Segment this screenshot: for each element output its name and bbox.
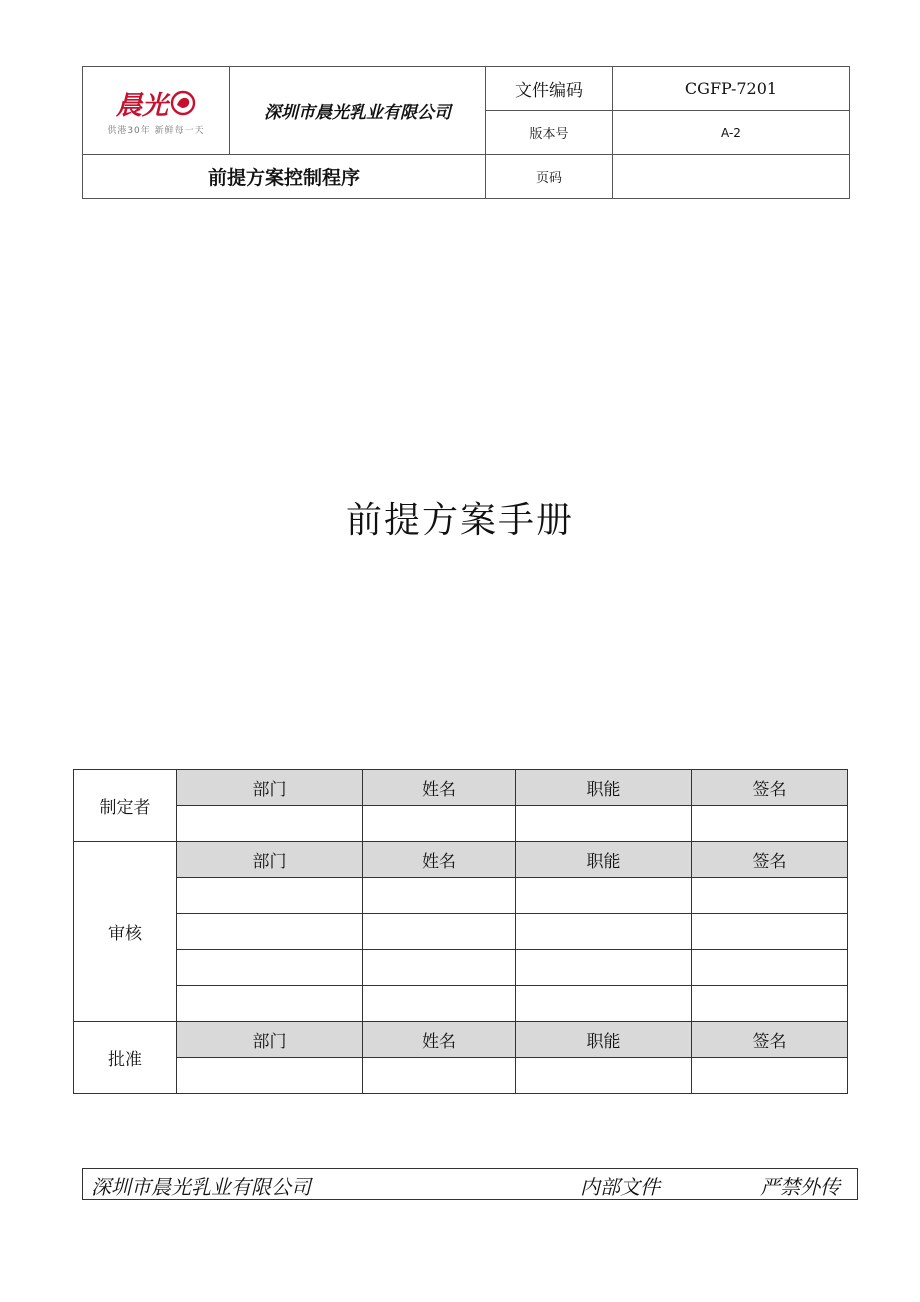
footer-internal-notice: 内部文件 — [580, 1175, 660, 1199]
signoff-entry-cell[interactable] — [363, 950, 516, 986]
signoff-entry-cell[interactable] — [516, 950, 692, 986]
signoff-entry-cell[interactable] — [692, 914, 848, 950]
signoff-entry-cell[interactable] — [516, 806, 692, 842]
signoff-column-header: 签名 — [692, 1022, 848, 1058]
signoff-entry-cell[interactable] — [177, 986, 363, 1022]
signoff-column-header: 部门 — [177, 842, 363, 878]
signoff-entry-cell[interactable] — [177, 950, 363, 986]
signoff-column-header: 职能 — [516, 842, 692, 878]
version-label: 版本号 — [486, 111, 613, 155]
page-label: 页码 — [486, 155, 613, 199]
logo-cell — [83, 67, 230, 155]
signoff-entry-cell[interactable] — [363, 1058, 516, 1094]
signoff-entry-cell[interactable] — [363, 806, 516, 842]
signoff-entry-row — [74, 914, 848, 950]
document-header-table — [82, 66, 850, 199]
signoff-header-row — [74, 1022, 848, 1058]
signoff-column-header: 签名 — [692, 770, 848, 806]
signoff-role-label: 制定者 — [74, 770, 177, 842]
signoff-entry-cell[interactable] — [516, 1058, 692, 1094]
signoff-entry-cell[interactable] — [692, 950, 848, 986]
doc-code-value: CGFP-7201 — [613, 67, 850, 111]
signoff-entry-cell[interactable] — [692, 806, 848, 842]
signoff-entry-row — [74, 950, 848, 986]
signoff-entry-row — [74, 806, 848, 842]
signoff-column-header: 职能 — [516, 1022, 692, 1058]
logo-brand-mark: 晨光 — [115, 90, 168, 121]
signoff-header-row — [74, 842, 848, 878]
procedure-title: 前提方案控制程序 — [83, 155, 486, 199]
signoff-entry-cell[interactable] — [692, 878, 848, 914]
signoff-entry-cell[interactable] — [177, 1058, 363, 1094]
document-title: 前提方案手册 — [345, 500, 574, 541]
signoff-entry-cell[interactable] — [692, 986, 848, 1022]
page-footer — [82, 1168, 858, 1200]
footer-forbidden-notice: 严禁外传 — [760, 1175, 840, 1199]
signoff-column-header: 姓名 — [363, 842, 516, 878]
signoff-column-header: 姓名 — [363, 1022, 516, 1058]
doc-code-label: 文件编码 — [486, 67, 613, 111]
footer-company: 深圳市晨光乳业有限公司 — [91, 1175, 311, 1199]
page-value — [613, 155, 850, 199]
signoff-column-header: 职能 — [516, 770, 692, 806]
signoff-entry-cell[interactable] — [177, 878, 363, 914]
signoff-column-header: 姓名 — [363, 770, 516, 806]
company-logo — [107, 85, 204, 136]
signoff-column-header: 部门 — [177, 770, 363, 806]
signoff-entry-cell[interactable] — [363, 986, 516, 1022]
signoff-entry-cell[interactable] — [177, 806, 363, 842]
signoff-entry-row — [74, 1058, 848, 1094]
signoff-entry-cell[interactable] — [516, 914, 692, 950]
signoff-entry-row — [74, 986, 848, 1022]
signoff-entry-cell[interactable] — [516, 986, 692, 1022]
cow-emblem-icon — [170, 90, 196, 116]
signoff-entry-cell[interactable] — [177, 914, 363, 950]
logo-slogan: 供港30年 新鲜每一天 — [107, 125, 205, 136]
signoff-column-header: 签名 — [692, 842, 848, 878]
signoff-table — [73, 769, 848, 1094]
signoff-role-label: 批准 — [74, 1022, 177, 1094]
company-name: 深圳市晨光乳业有限公司 — [230, 67, 486, 155]
signoff-entry-cell[interactable] — [363, 878, 516, 914]
signoff-role-label: 审核 — [74, 842, 177, 1022]
signoff-entry-cell[interactable] — [516, 878, 692, 914]
signoff-entry-cell[interactable] — [692, 1058, 848, 1094]
signoff-header-row — [74, 770, 848, 806]
signoff-entry-row — [74, 878, 848, 914]
signoff-column-header: 部门 — [177, 1022, 363, 1058]
signoff-entry-cell[interactable] — [363, 914, 516, 950]
version-value: A-2 — [613, 111, 850, 155]
